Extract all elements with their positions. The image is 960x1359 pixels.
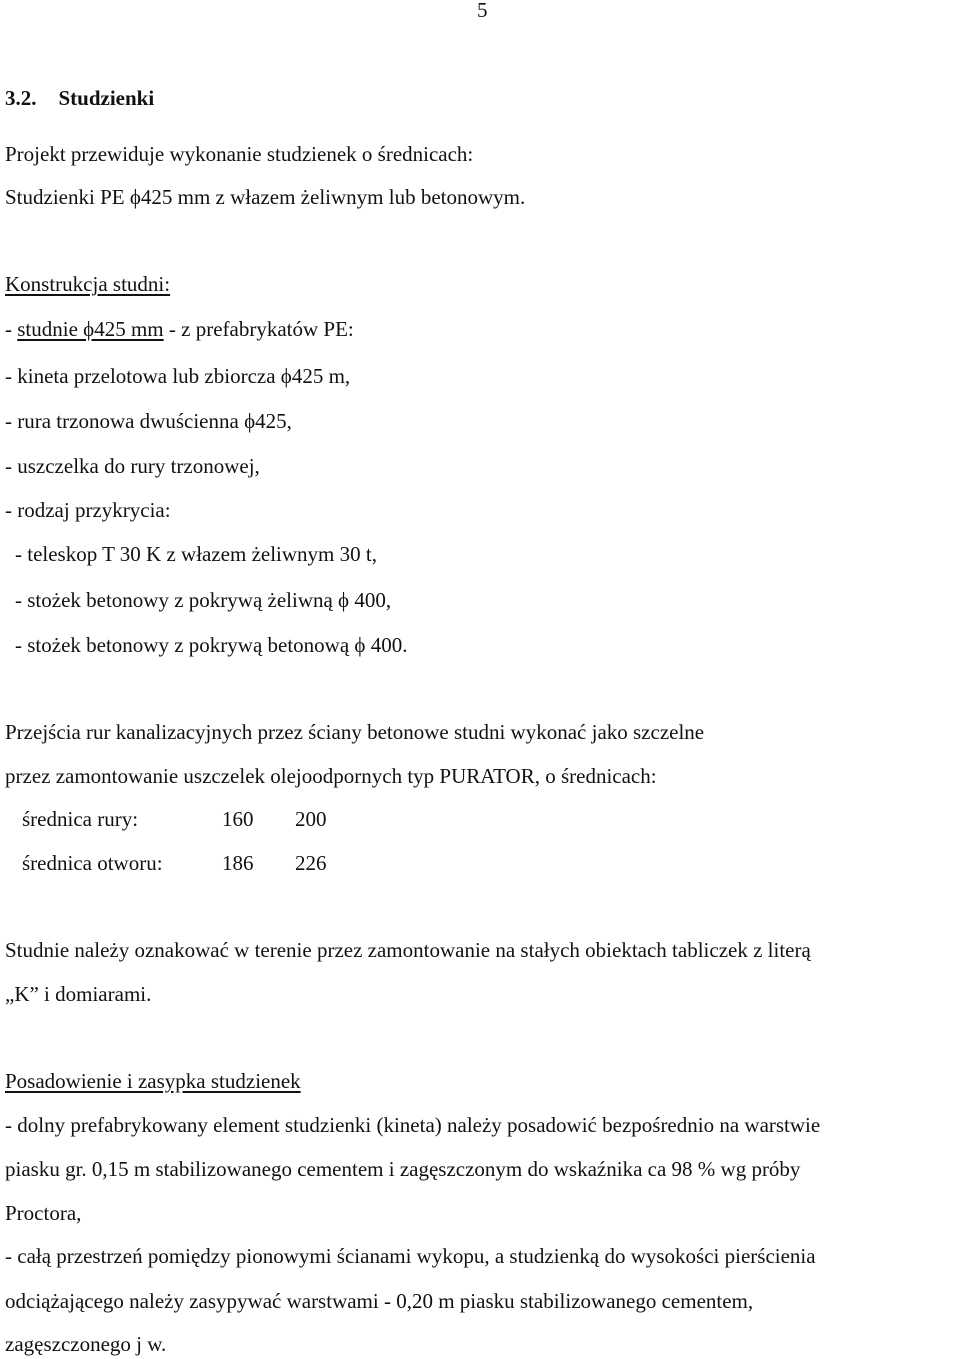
marking-line: „K” i domiarami. (5, 982, 152, 1006)
foundation-line: piasku gr. 0,15 m stabilizowanego cementem i zagęszczonym do wskaźnika ca 98 % wg próby (5, 1157, 801, 1181)
row-value-1: 160 (222, 807, 254, 831)
construction-subitem: - stożek betonowy z pokrywą żeliwną ϕ 400, (15, 588, 392, 612)
construction-item: - uszczelka do rury trzonowej, (5, 454, 260, 478)
foundation-heading: Posadowienie i zasypka studzienek (5, 1069, 301, 1093)
construction-item-studnie (5, 316, 354, 342)
foundation-line: Proctora, (5, 1201, 82, 1225)
construction-item: - rura trzonowa dwuścienna ϕ425, (5, 409, 292, 433)
studnie-label: studnie ϕ425 mm (17, 317, 164, 341)
passages-line: przez zamontowanie uszczelek olejoodpornych typ PURATOR, o średnicach: (5, 764, 657, 788)
construction-subitem: - teleskop T 30 K z włazem żeliwnym 30 t, (15, 542, 377, 566)
section-title: Studzienki (58, 86, 155, 110)
construction-item: - kineta przelotowa lub zbiorcza ϕ425 m, (5, 364, 351, 388)
row-value-2: 200 (295, 807, 327, 831)
construction-heading: Konstrukcja studni: (5, 272, 171, 296)
row-value-1: 186 (222, 851, 254, 875)
intro-line-1: Projekt przewiduje wykonanie studzienek o średnicach: (5, 142, 474, 166)
page-number: 5 (477, 0, 488, 22)
studnie-rest: - z prefabrykatów PE: (163, 317, 354, 341)
foundation-line: zagęszczonego j w. (5, 1332, 167, 1356)
passages-line: Przejścia rur kanalizacyjnych przez ściany betonowe studni wykonać jako szczelne (5, 720, 705, 744)
foundation-line: - dolny prefabrykowany element studzienki (kineta) należy posadowić bezpośrednio na warstwie (5, 1113, 821, 1137)
row-label: średnica rury: (22, 807, 139, 831)
section-number: 3.2. (5, 86, 37, 110)
foundation-line: odciążającego należy zasypywać warstwami - 0,20 m piasku stabilizowanego cementem, (5, 1289, 754, 1313)
row-label: średnica otworu: (22, 851, 163, 875)
section-heading (5, 85, 154, 111)
item-prefix: - (5, 317, 18, 341)
intro-line-2: Studzienki PE ϕ425 mm z włazem żeliwnym lub betonowym. (5, 185, 526, 209)
construction-item: - rodzaj przykrycia: (5, 498, 171, 522)
construction-subitem: - stożek betonowy z pokrywą betonową ϕ 400. (15, 633, 408, 657)
foundation-line: - całą przestrzeń pomiędzy pionowymi ścianami wykopu, a studzienką do wysokości pierścienia (5, 1244, 816, 1268)
row-value-2: 226 (295, 851, 327, 875)
marking-line: Studnie należy oznakować w terenie przez zamontowanie na stałych obiektach tabliczek z literą (5, 938, 811, 962)
